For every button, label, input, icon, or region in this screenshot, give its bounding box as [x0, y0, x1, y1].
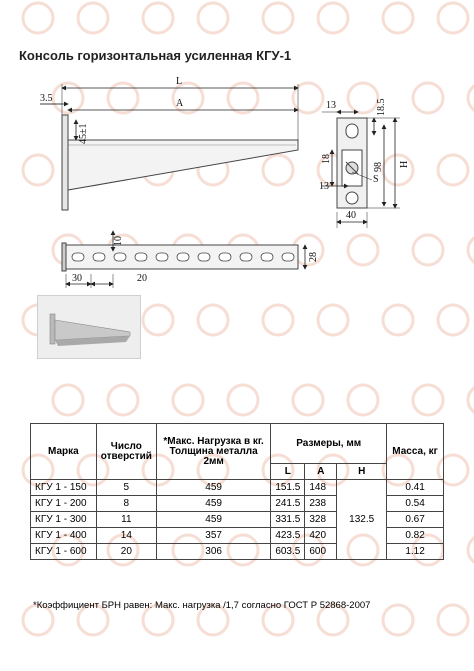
cell-A: 238: [305, 496, 337, 512]
slot-hole: [177, 253, 189, 261]
cell-L: 603.5: [271, 544, 305, 560]
cell-load: 459: [156, 480, 270, 496]
dim-13-bottom: 13: [319, 181, 329, 192]
col-header-A: A: [305, 464, 337, 480]
cell-L: 423.5: [271, 528, 305, 544]
cell-mass: 0.54: [387, 496, 444, 512]
cell-marka: КГУ 1 - 200: [31, 496, 97, 512]
cell-load: 459: [156, 496, 270, 512]
spec-table: [30, 423, 444, 560]
dim-S: S: [373, 174, 379, 185]
cell-load: 357: [156, 528, 270, 544]
dim-18-5: 18.5: [376, 98, 387, 116]
slot-hole: [282, 253, 294, 261]
watermark-logo: [468, 535, 474, 565]
col-header-marka: Марка: [31, 424, 97, 480]
dim-L: L: [176, 76, 183, 87]
cell-holes: 8: [96, 496, 156, 512]
col-header-load: *Макс. Нагрузка в кг. Толщина металла 2мм: [156, 424, 270, 480]
slot-hole: [240, 253, 252, 261]
cell-marka: КГУ 1 - 300: [31, 512, 97, 528]
cell-L: 331.5: [271, 512, 305, 528]
dim-13-top: 13: [326, 100, 336, 111]
dim-40: 40: [346, 210, 356, 221]
slot-hole: [135, 253, 147, 261]
cell-load: 459: [156, 512, 270, 528]
cell-A: 328: [305, 512, 337, 528]
cell-L: 151.5: [271, 480, 305, 496]
cell-marka: КГУ 1 - 600: [31, 544, 97, 560]
cell-holes: 5: [96, 480, 156, 496]
dim-30: 30: [72, 273, 82, 284]
bracket-image: [38, 296, 140, 358]
console-side-view: [62, 115, 298, 210]
table-row: [31, 480, 444, 496]
cell-mass: 0.41: [387, 480, 444, 496]
dim-98: 98: [373, 162, 384, 172]
col-header-sizes: Размеры, мм: [271, 424, 387, 464]
dim-20: 20: [137, 273, 147, 284]
col-header-mass: Масса, кг: [387, 424, 444, 480]
slot-hole: [261, 253, 273, 261]
cell-H: 132.5: [337, 480, 387, 560]
cell-holes: 14: [96, 528, 156, 544]
col-header-H: H: [337, 464, 387, 480]
cell-L: 241.5: [271, 496, 305, 512]
footnote: *Коэффициент БРН равен: Макс. нагрузка /1,7 согласно ГОСТ Р 52868-2007: [33, 600, 371, 611]
col-header-L: L: [271, 464, 305, 480]
slot-hole: [156, 253, 168, 261]
cell-holes: 20: [96, 544, 156, 560]
slot-hole: [198, 253, 210, 261]
page-title: Консоль горизонтальная усиленная КГУ-1: [19, 48, 292, 63]
dim-H: H: [399, 160, 410, 168]
dim-10: 10: [113, 236, 124, 246]
console-front-view: [337, 118, 367, 208]
dim-3-5: 3.5: [40, 93, 53, 104]
dim-A: A: [176, 98, 184, 109]
slot-hole: [219, 253, 231, 261]
slot-hole: [93, 253, 105, 261]
col-header-holes: Число отверстий: [96, 424, 156, 480]
slot-hole: [72, 253, 84, 261]
cell-marka: КГУ 1 - 150: [31, 480, 97, 496]
cell-A: 420: [305, 528, 337, 544]
product-photo: [37, 295, 141, 359]
dim-28: 28: [308, 252, 319, 262]
cell-mass: 0.82: [387, 528, 444, 544]
cell-mass: 1.12: [387, 544, 444, 560]
cell-A: 600: [305, 544, 337, 560]
dim-45: 45±1: [78, 123, 89, 144]
cell-holes: 11: [96, 512, 156, 528]
dim-18: 18: [321, 154, 332, 164]
table-header-row: [31, 424, 444, 464]
cell-A: 148: [305, 480, 337, 496]
cell-marka: КГУ 1 - 400: [31, 528, 97, 544]
cell-load: 306: [156, 544, 270, 560]
slot-hole: [114, 253, 126, 261]
cell-mass: 0.67: [387, 512, 444, 528]
